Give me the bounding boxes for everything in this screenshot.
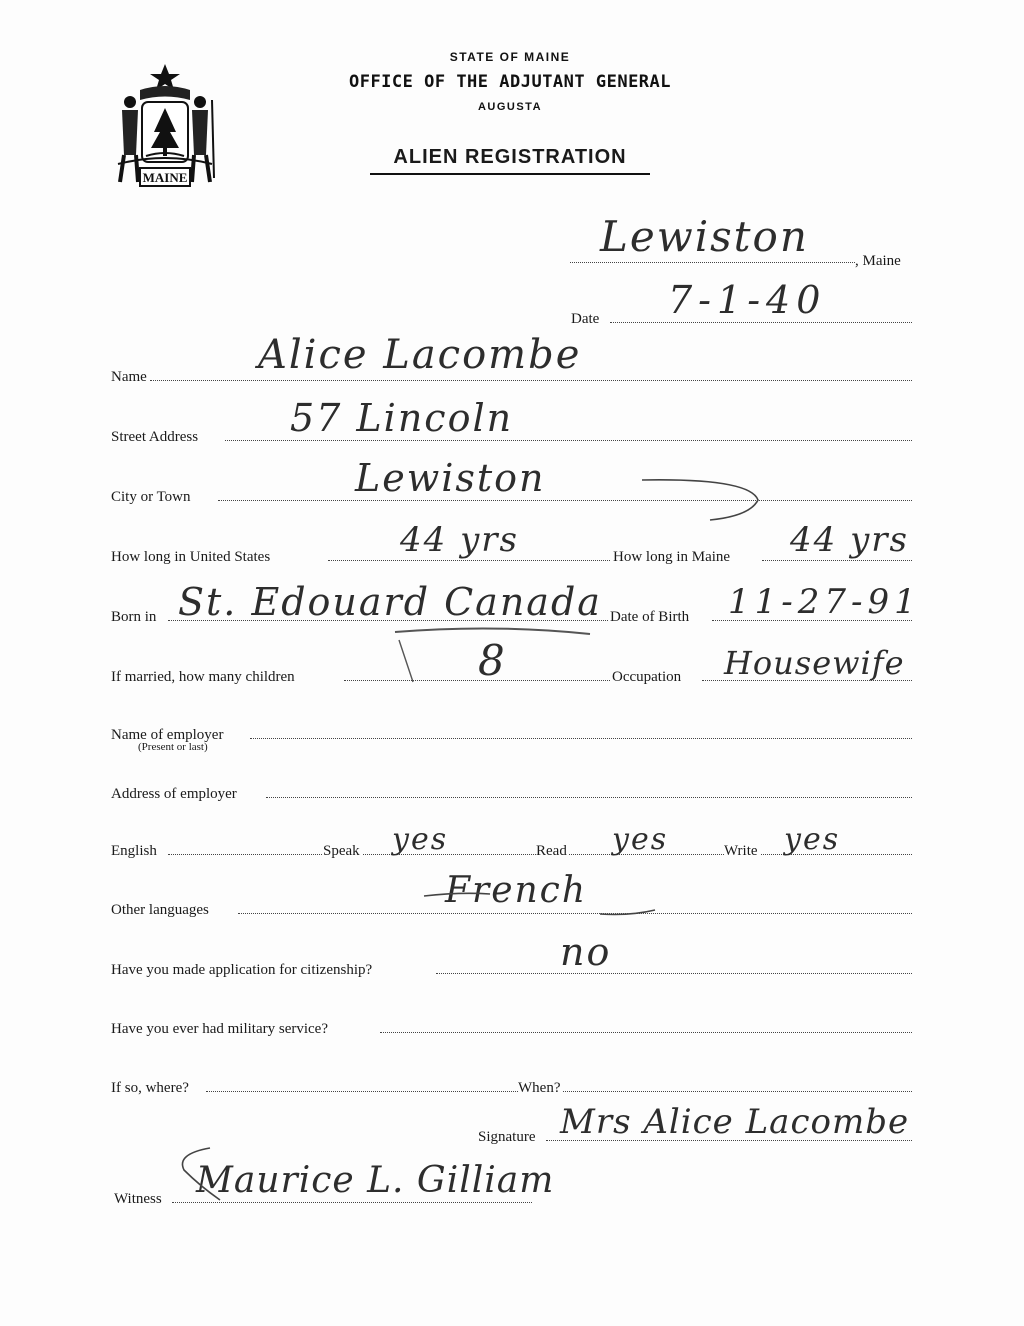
write-label: Write — [724, 843, 758, 859]
place-entry: Lewiston — [600, 212, 809, 261]
born-in-label: Born in — [111, 609, 157, 625]
when-label: When? — [518, 1080, 561, 1096]
maine-label: , Maine — [855, 253, 901, 269]
signature-label: Signature — [478, 1129, 536, 1145]
employer-address-line — [266, 797, 912, 798]
employer-name-line — [250, 738, 912, 739]
date-of-birth-entry: 11-27-91 — [728, 582, 921, 622]
name-line — [150, 380, 912, 381]
how-long-maine-entry: 44 yrs — [790, 520, 909, 560]
occupation-entry: Housewife — [724, 644, 905, 682]
office-heading: OFFICE OF THE ADJUTANT GENERAL — [348, 72, 672, 92]
speak-label: Speak — [323, 843, 360, 859]
date-line — [610, 322, 912, 323]
form-title: ALIEN REGISTRATION — [370, 146, 650, 175]
where-label: If so, where? — [111, 1080, 189, 1096]
street-address-line — [225, 440, 912, 441]
signature-entry: Mrs Alice Lacombe — [560, 1102, 910, 1142]
born-in-entry: St. Edouard Canada — [178, 580, 602, 624]
employer-name-label: Name of employer — [111, 727, 224, 743]
witness-label: Witness — [114, 1191, 162, 1207]
how-long-maine-line — [762, 560, 912, 561]
children-entry: 8 — [478, 636, 507, 685]
read-label: Read — [536, 843, 567, 859]
citizenship-line — [436, 973, 912, 974]
witness-entry: Maurice L. Gilliam — [196, 1160, 555, 1201]
witness-flourish — [170, 1140, 230, 1220]
english-speak-entry: yes — [392, 822, 449, 857]
children-line — [344, 680, 610, 681]
employer-name-note: (Present or last) — [138, 741, 208, 753]
city-entry-flourish — [640, 470, 770, 530]
name-entry: Alice Lacombe — [258, 332, 582, 378]
citizenship-entry: no — [560, 930, 612, 974]
street-address-entry: 57 Lincoln — [290, 396, 514, 440]
military-service-line — [380, 1032, 912, 1033]
date-label: Date — [571, 311, 600, 327]
children-label: If married, how many children — [111, 669, 295, 685]
state-heading: STATE OF MAINE — [449, 50, 571, 64]
place-line — [570, 262, 855, 263]
other-languages-label: Other languages — [111, 902, 209, 918]
city-entry: Lewiston — [355, 456, 546, 500]
maine-state-seal-icon — [110, 60, 220, 195]
date-entry: 7-1-40 — [668, 278, 827, 322]
military-service-label: Have you ever had military service? — [111, 1021, 328, 1037]
how-long-maine-label: How long in Maine — [613, 549, 731, 565]
other-languages-stroke — [420, 880, 660, 920]
english-label: English — [111, 843, 157, 859]
city-label: City or Town — [111, 489, 191, 505]
seal-text: MAINE — [142, 170, 188, 185]
english-write-entry: yes — [784, 822, 841, 857]
how-long-us-label: How long in United States — [111, 549, 271, 565]
employer-address-label: Address of employer — [111, 786, 237, 802]
city-line — [218, 500, 912, 501]
english-read-entry: yes — [612, 822, 669, 857]
date-of-birth-label: Date of Birth — [610, 609, 690, 625]
street-address-label: Street Address — [111, 429, 199, 445]
name-label: Name — [111, 369, 147, 385]
how-long-us-entry: 44 yrs — [400, 520, 519, 560]
citizenship-label: Have you made application for citizenship? — [111, 962, 373, 978]
how-long-us-line — [328, 560, 610, 561]
occupation-label: Occupation — [612, 669, 682, 685]
city-heading: AUGUSTA — [477, 101, 543, 113]
other-languages-entry: French — [445, 870, 588, 911]
